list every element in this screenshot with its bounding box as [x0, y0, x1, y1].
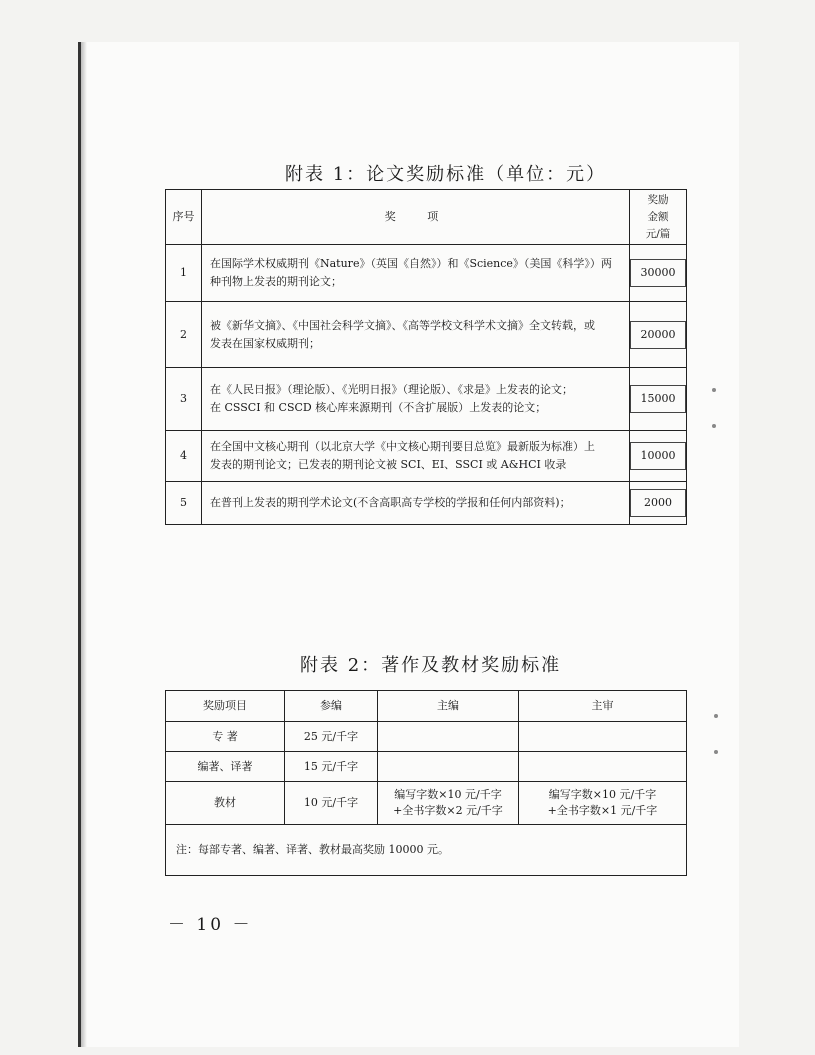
header-award-item: 奖励项目	[166, 691, 285, 722]
header-item: 奖 项	[202, 190, 630, 245]
row-item-line: 在 CSSCI 和 CSCD 核心库来源期刊（不含扩展版）上发表的论文；	[210, 401, 547, 414]
formula-line: +全书字数×2 元/千字	[393, 804, 503, 817]
row-no: 5	[166, 482, 202, 525]
header-chief-editor: 主编	[378, 691, 519, 722]
table-row	[166, 482, 687, 525]
row-chief-reviewer	[519, 722, 687, 752]
table-row	[166, 431, 687, 482]
table-note-row	[166, 825, 687, 876]
amount-box: 10000	[630, 442, 686, 470]
table1-title: 附表 1：论文奖励标准（单位：元）	[285, 164, 607, 185]
row-item	[202, 482, 630, 525]
header-no: 序号	[166, 190, 202, 245]
row-item-line: 发表的期刊论文；已发表的期刊论文被 SCI、EI、SSCI 或 A&HCI 收录	[210, 458, 567, 471]
header-amount	[630, 190, 687, 245]
table-row	[166, 782, 687, 825]
row-item-line: 种刊物上发表的期刊论文；	[210, 275, 342, 288]
row-item-line: 在普刊上发表的期刊学术论文(不含高职高专学校的学报和任何内部资料)；	[210, 496, 571, 509]
scan-speck	[712, 424, 716, 428]
row-participate: 15 元/千字	[285, 752, 378, 782]
row-participate: 10 元/千字	[285, 782, 378, 825]
header-chief-reviewer: 主审	[519, 691, 687, 722]
row-no: 1	[166, 245, 202, 302]
table-row	[166, 752, 687, 782]
row-item	[202, 302, 630, 368]
table2-title: 附表 2：著作及教材奖励标准	[300, 655, 562, 676]
header-amount-line: 金额	[647, 210, 669, 223]
row-item-line: 被《新华文摘》、《中国社会科学文摘》、《高等学校文科学术文摘》全文转载，或	[210, 318, 595, 332]
scan-speck	[714, 714, 718, 718]
header-participate: 参编	[285, 691, 378, 722]
scan-shadow	[81, 42, 87, 1047]
amount-box: 30000	[630, 259, 686, 287]
row-chief-editor	[378, 782, 519, 825]
row-amount	[630, 245, 687, 302]
row-item	[202, 245, 630, 302]
row-amount	[630, 431, 687, 482]
table-note: 注：每部专著、编著、译著、教材最高奖励 10000 元。	[166, 825, 687, 876]
table-header-row	[166, 691, 687, 722]
amount-box: 20000	[630, 321, 686, 349]
row-participate: 25 元/千字	[285, 722, 378, 752]
row-no: 3	[166, 368, 202, 431]
formula-line: 编写字数×10 元/千字	[548, 788, 657, 801]
row-chief-reviewer	[519, 752, 687, 782]
row-item-line: 在全国中文核心期刊（以北京大学《中文核心期刊要目总览》最新版为标准）上	[210, 440, 595, 453]
amount-box: 15000	[630, 385, 686, 413]
table-row	[166, 302, 687, 368]
row-chief-editor	[378, 722, 519, 752]
formula-line: +全书字数×1 元/千字	[547, 804, 658, 817]
book-award-table	[165, 690, 687, 876]
table-row	[166, 368, 687, 431]
formula-line: 编写字数×10 元/千字	[394, 788, 502, 801]
row-amount	[630, 302, 687, 368]
amount-box: 2000	[630, 489, 686, 517]
row-chief-reviewer	[519, 782, 687, 825]
scan-speck	[712, 388, 716, 392]
scan-speck	[714, 750, 718, 754]
row-item: 编著、译著	[166, 752, 285, 782]
table-header-row	[166, 190, 687, 245]
page-number: － 10 －	[168, 915, 253, 935]
header-amount-line: 元/篇	[645, 227, 671, 240]
table-row	[166, 245, 687, 302]
row-item: 专 著	[166, 722, 285, 752]
row-chief-editor	[378, 752, 519, 782]
row-amount	[630, 482, 687, 525]
header-amount-line: 奖励	[647, 193, 669, 206]
row-no: 2	[166, 302, 202, 368]
row-item	[202, 368, 630, 431]
row-amount	[630, 368, 687, 431]
row-item: 教材	[166, 782, 285, 825]
row-item-line: 发表在国家权威期刊；	[210, 336, 320, 350]
row-item	[202, 431, 630, 482]
paper-award-table	[165, 189, 687, 525]
row-no: 4	[166, 431, 202, 482]
row-item-line: 在《人民日报》（理论版）、《光明日报》（理论版）、《求是》上发表的论文；	[210, 383, 573, 396]
table-row	[166, 722, 687, 752]
row-item-line: 在国际学术权威期刊《Nature》（英国《自然》）和《Science》（美国《科学》）两	[210, 257, 612, 270]
